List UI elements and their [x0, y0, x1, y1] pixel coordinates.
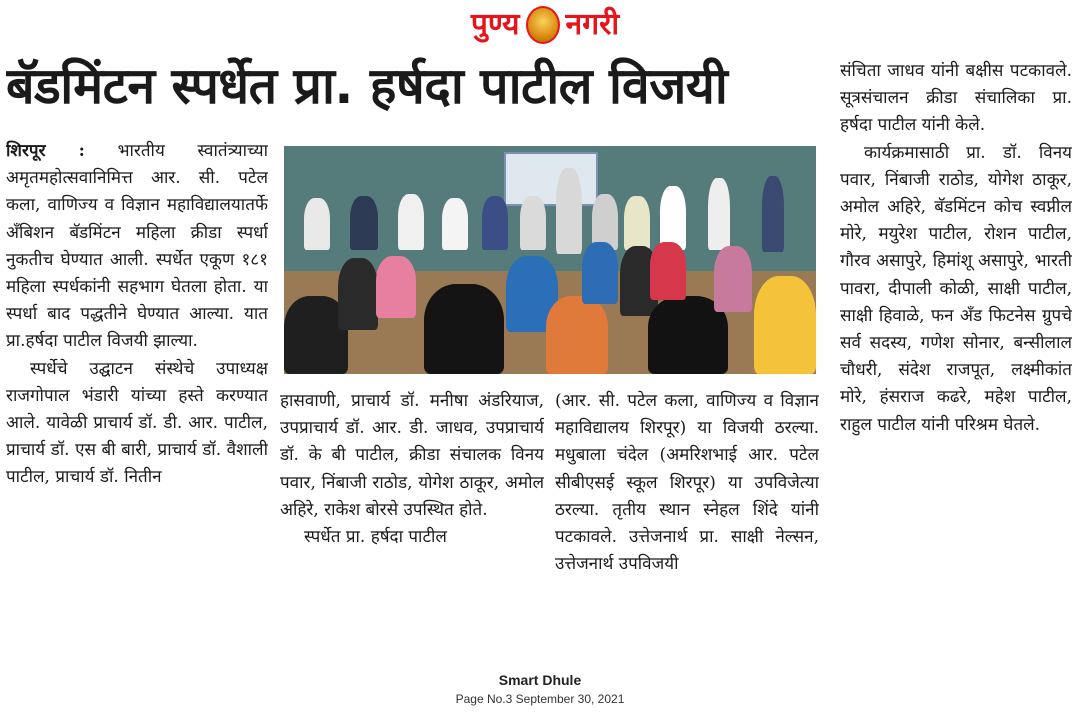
photo-person [624, 196, 650, 250]
photo-person [442, 198, 468, 250]
paragraph-acknowledgements: कार्यक्रमासाठी प्रा. डॉ. विनय पवार, निंबाजी राठोड, योगेश ठाकूर, अमोल अहिरे, बॅडमिंटन कोच स्वप्नील मोरे, मयुरेश पाटील, रोशन पाटील, गौरव असापुरे, हिमांशू असापुरे, भारती पावरा, दीपाली कोळी, साक्षी पाटील, साक्षी हिवाळे, फन अँड फिटनेस ग्रुपचे सर्व सदस्य, गणेश सोनार, बन्सीलाल चौधरी, संदेश राजपूत, लक्ष्मीकांत मोरे, हंसराज कढरे, महेश पाटील, राहुल पाटील यांनी परिश्रम घेतले. [840, 142, 1072, 435]
paragraph-anchoring: संचिता जाधव यांनी बक्षीस पटकावले. सूत्रसंचालन क्रीडा संचालिका प्रा. हर्षदा पाटील यांनी केले. [840, 61, 1072, 136]
photo-person [556, 168, 582, 254]
photo-person [398, 194, 424, 250]
photo-banner [504, 152, 598, 206]
paragraph-results: (आर. सी. पटेल कला, वाणिज्य व विज्ञान महाविद्यालय शिरपूर) या विजयी ठरल्या. मधुबाला चंदेल (अमरिशभाई आर. पटेल सीबीएसई स्कूल शिरपूर) या उपविजेत्या ठरल्या. तृतीय स्थान स्नेहल शिंदे यांनी पटकावले. उत्तेजनार्थ प्रा. साक्षी नेल्सन, उत्तेजनार्थ उपविजयी [555, 391, 819, 575]
dateline: शिरपूर : [6, 141, 85, 161]
masthead-right-word: नगरी [565, 7, 620, 42]
photo-person [304, 198, 330, 250]
photo-person [582, 242, 618, 304]
photo-person [376, 256, 416, 318]
footer-brand: Smart Dhule [498, 672, 582, 688]
deity-emblem-icon [526, 6, 560, 44]
event-photo [284, 146, 816, 374]
footer-page-info: Page No.3 September 30, 2021 [455, 692, 625, 706]
headline: बॅडमिंटन स्पर्धेत प्रा. हर्षदा पाटील विजयी [6, 57, 728, 115]
photo-person [546, 296, 608, 374]
masthead [420, 4, 670, 46]
article-column-4 [840, 58, 1072, 660]
photo-person [482, 196, 508, 250]
paragraph-inauguration: स्पर्धेचे उद्घाटन संस्थेचे उपाध्यक्ष राजगोपाल भंडारी यांच्या हस्ते करण्यात आले. यावेळी प्राचार्य डॉ. डी. आर. पाटील, प्राचार्य डॉ. एस बी बारी, प्राचार्य डॉ. वैशाली पाटील, प्राचार्य डॉ. नितीन [6, 358, 268, 488]
photo-person [520, 196, 546, 250]
article-column-3 [555, 388, 819, 660]
article-column-1 [6, 138, 268, 658]
paragraph-results-start: स्पर्धेत प्रा. हर्षदा पाटील [304, 527, 447, 548]
photo-person [660, 186, 686, 250]
article-column-2 [280, 388, 544, 660]
photo-person [762, 176, 784, 252]
photo-person [650, 242, 686, 300]
photo-person [350, 196, 378, 250]
photo-person [754, 276, 816, 374]
paragraph-intro: भारतीय स्वातंत्र्याच्या अमृतमहोत्सवानिमित्त आर. सी. पटेल कला, वाणिज्य व विज्ञान महाविद्यालयातर्फे अँबिशन बॅडमिंटन महिला क्रीडा स्पर्धा नुकतीच घेण्यात आली. स्पर्धेत एकूण १८१ महिला स्पर्धकांनी सहभाग घेतला होता. या स्पर्धा बाद पद्धतीने घेण्यात आल्या. यात प्रा.हर्षदा पाटील विजयी झाल्या. [6, 141, 268, 352]
photo-person [338, 258, 378, 330]
photo-person [714, 246, 752, 312]
masthead-left-word: पुण्य [470, 7, 520, 42]
photo-person [708, 178, 730, 250]
paragraph-dignitaries: हासवाणी, प्राचार्य डॉ. मनीषा अंडरियाज, उपप्राचार्य डॉ. आर. डी. जाधव, उपप्राचार्य डॉ. के बी पाटील, क्रीडा संचालक विनय पवार, निंबाजी राठोड, योगेश ठाकूर, अमोल अहिरे, राकेश बोरसे उपस्थित होते. [280, 391, 544, 520]
photo-person [424, 284, 504, 374]
